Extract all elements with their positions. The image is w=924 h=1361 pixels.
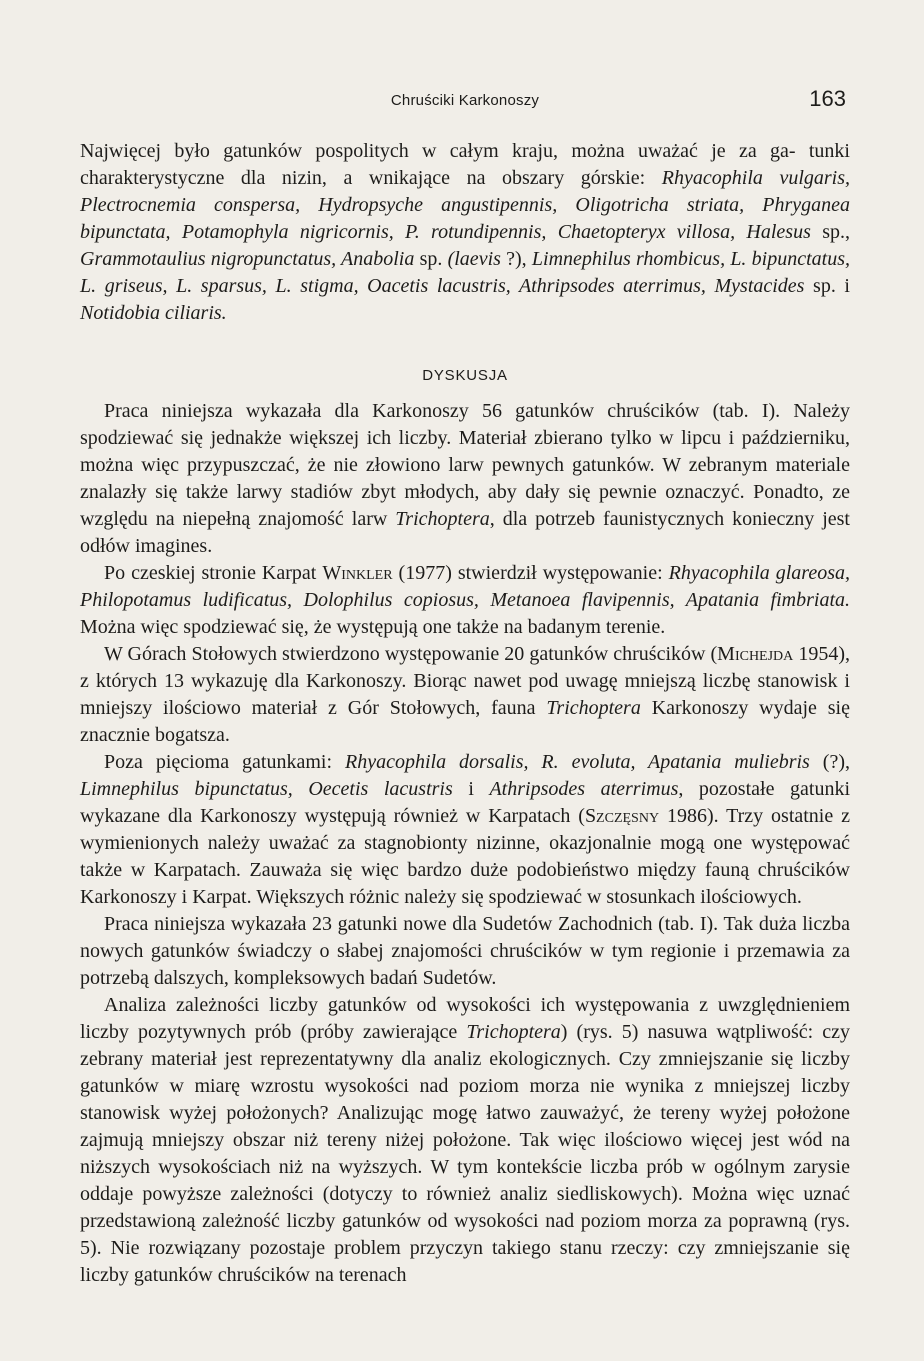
text-run: sp., bbox=[810, 221, 850, 243]
italic-taxon: Rhyacophila vulgaris, Plectrocnemia conspersa, Hydropsyche angustipennis, Oligotricha striata, Phryganea bipunctata, Potamophyla nigricornis, P. rotundipennis, Chaetopteryx villosa, Halesus bbox=[80, 167, 851, 243]
text-run: sp. i bbox=[804, 275, 850, 297]
italic-taxon: Trichoptera bbox=[395, 508, 490, 530]
text-run: , dla potrzeb faunistycznych konieczny jest odłów imagines. bbox=[80, 508, 850, 557]
italic-taxon: Trichoptera bbox=[466, 1021, 561, 1043]
italic-taxon: Athripsodes aterrimus bbox=[489, 778, 679, 800]
italic-taxon: Rhyacophila glareosa, Philopotamus ludificatus, Dolophilus copiosus, Metanoea flavipennis, Apatania fimbriata. bbox=[80, 562, 851, 611]
text-run: W Górach Stołowych stwierdzono występowanie 20 gatunków chruścików ( bbox=[104, 643, 718, 665]
text-run: (?), bbox=[809, 751, 850, 773]
author-name: Michejda bbox=[717, 643, 794, 665]
text-run: Praca niniejsza wykazała 23 gatunki nowe dla Sudetów Zachodnich (tab. I). Tak duża liczba nowych gatunków świadczy o słabej znajomości chruścików w tym regionie i przemawia za potrzebą dalszych, kompleksowych badań Sudetów. bbox=[80, 913, 850, 989]
section-heading: DYSKUSJA bbox=[422, 367, 508, 384]
text-run: i bbox=[452, 778, 490, 800]
text-run: , pozostałe gatunki wykazane dla Karkonoszy występują również w Karpatach ( bbox=[80, 778, 851, 827]
text-run: Karkonoszy wydaje się znacznie bogatsza. bbox=[80, 697, 850, 746]
text-run: 1986). Trzy ostatnie z wymienionych należy uważać za stagnobionty nizinne, okazjonalnie mogą one występować także w Karpatach. Zauważa się więc bardzo duże podobieństwo między fauną chruścików Karkonoszy i Karpat. Większych różnic należy się spodziewać w stosunkach ilościowych. bbox=[80, 805, 850, 908]
text-run: Praca niniejsza wykazała dla Karkonoszy 56 gatunków chruścików (tab. I). Należy spodziewać się jednakże większej ich liczby. Materiał zbierano tylko w lipcu i październiku, można więc przypuszczać, że nie złowiono larw pewnych gatunków. W zebranym materiale znalazły się także larwy stadiów zbyt młodych, aby dały się pewnie oznaczyć. Ponadto, ze względu na niepełną znajomość larw bbox=[80, 400, 850, 530]
italic-taxon: Limnephilus rhombicus, L. bipunctatus, L. griseus, L. sparsus, L. stigma, Oacetis lacustris, Athripsodes aterrimus, Mystacides bbox=[80, 248, 850, 297]
author-name: Szczęsny bbox=[584, 805, 660, 827]
discussion-paragraph-4 bbox=[80, 749, 850, 911]
text-run: 1954), z których 13 wykazuję dla Karkonoszy. Biorąc nawet pod uwagę mniejszą liczbę stanowisk i mniejszy ilościowo materiał z Gór Stołowych, fauna bbox=[80, 643, 850, 719]
discussion-paragraph-6 bbox=[80, 992, 850, 1289]
author-name: Winkler bbox=[322, 562, 393, 584]
text-run: Analiza zależności liczby gatunków od wysokości ich występowania z uwzględnieniem liczby pozytywnych prób (próby zawierające bbox=[80, 994, 850, 1043]
italic-taxon: Rhyacophila dorsalis, R. evoluta, Apatania muliebris bbox=[344, 751, 810, 773]
italic-taxon: Trichoptera bbox=[546, 697, 641, 719]
discussion-paragraph-5 bbox=[80, 911, 850, 992]
text-run: Najwięcej było gatunków pospolitych w całym kraju, można uważać je za ga- tunki charakterystyczne dla nizin, a wnikające na obszary górskie: bbox=[80, 140, 850, 189]
discussion-paragraph-1 bbox=[80, 398, 850, 560]
page-number: 163 bbox=[809, 86, 846, 111]
text-run: Poza pięcioma gatunkami: bbox=[104, 751, 345, 773]
text-run: (1977) stwierdził występowanie: bbox=[392, 562, 669, 584]
italic-taxon: Grammotaulius nigropunctatus, Anabolia bbox=[80, 248, 415, 270]
text-run: Po czeskiej stronie Karpat bbox=[104, 562, 323, 584]
article-body bbox=[80, 138, 850, 1289]
italic-taxon: Notidobia ciliaris. bbox=[80, 302, 227, 324]
italic-taxon: Limnephilus bipunctatus, Oecetis lacustris bbox=[80, 778, 453, 800]
discussion-paragraph-3 bbox=[80, 641, 850, 749]
text-run: Można więc spodziewać się, że występują one także na badanym terenie. bbox=[80, 616, 666, 638]
running-title: Chruściki Karkonoszy bbox=[390, 92, 540, 109]
text-run: sp. bbox=[414, 248, 448, 270]
text-run: ?), bbox=[500, 248, 532, 270]
text-run: ) (rys. 5) nasuwa wątpliwość: czy zebrany materiał jest reprezentatywny dla analiz ekologicznych. Czy zmniejszanie się liczby gatunków w miarę wzrostu wysokości nad poziom morza nie wynika z mniejszej liczby stanowisk wyżej położonych? Analizując mogę łatwo zauważyć, że tereny wyżej położone zajmują mniejszy obszar niż tereny niżej położone. Tak więc ilościowo więcej jest wód na niższych wysokościach niż na wyższych. W tym kontekście liczba prób w ogólnym zarysie oddaje powyższe zależności (dotyczy to również analiz siedliskowych). Można więc uznać przedstawioną zależność liczby gatunków od wysokości nad poziom morza za poprawną (rys. 5). Nie rozwiązany pozostaje problem przyczyn takiego stanu rzeczy: czy zmniejszanie się liczby gatunków chruścików na terenach bbox=[80, 1021, 850, 1286]
discussion-paragraph-2 bbox=[80, 560, 850, 641]
page-header bbox=[80, 86, 850, 116]
intro-paragraph bbox=[80, 138, 850, 327]
italic-taxon: (laevis bbox=[447, 248, 501, 270]
